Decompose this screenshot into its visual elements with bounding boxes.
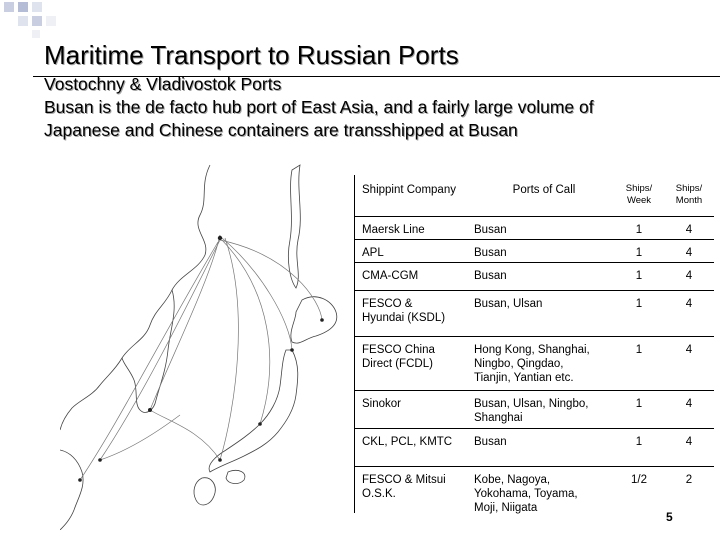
table-row — [354, 467, 714, 517]
cell-company: CMA-CGM — [362, 270, 419, 282]
cell-ships-week: 1 — [635, 270, 643, 282]
slide-title: Maritime Transport to Russian Ports — [44, 40, 459, 70]
page-number: 5 — [666, 510, 673, 524]
cell-ports: Busan, Ulsan, Ningbo, Shanghai — [474, 398, 589, 424]
shipping-schedule-table — [354, 175, 714, 517]
header-ships-week: Ships/ Week — [625, 183, 653, 206]
cell-ports: Busan — [474, 224, 507, 236]
cell-ships-week: 1 — [635, 224, 643, 236]
header-ports: Ports of Call — [512, 184, 576, 196]
cell-company: Sinokor — [362, 398, 401, 410]
cell-ports: Busan, Ulsan — [474, 298, 543, 310]
cell-ships-month: 4 — [685, 247, 693, 259]
cell-ships-week: 1 — [635, 398, 643, 410]
cell-ships-week: 1 — [635, 344, 643, 356]
cell-ships-month: 2 — [685, 474, 693, 486]
cell-company: FESCO & Hyundai (KSDL) — [362, 298, 446, 324]
cell-ships-week: 1 — [635, 298, 643, 310]
cell-company: CKL, PCL, KMTC — [362, 436, 453, 448]
cell-company: APL — [362, 247, 384, 259]
subtitle-line-1: Vostochny & Vladivostok Ports — [44, 74, 282, 94]
cell-ships-month: 4 — [685, 224, 693, 236]
cell-company: Maersk Line — [362, 224, 425, 236]
table-row — [354, 391, 714, 428]
table-row — [354, 217, 714, 239]
cell-ships-week: 1 — [635, 247, 643, 259]
table-header-row — [354, 175, 714, 216]
table-row — [354, 240, 714, 262]
cell-ships-month: 4 — [685, 436, 693, 448]
subtitle-line-2: Busan is the de facto hub port of East Asia, and a fairly large volume of — [44, 97, 594, 117]
cell-ships-month: 4 — [685, 344, 693, 356]
cell-ports: Busan — [474, 270, 507, 282]
table-row — [354, 429, 714, 466]
cell-ships-month: 4 — [685, 398, 693, 410]
header-company: Shippint Company — [362, 184, 456, 196]
cell-ships-month: 4 — [685, 298, 693, 310]
table-row — [354, 291, 714, 336]
table-row — [354, 337, 714, 390]
cell-ships-month: 4 — [685, 270, 693, 282]
table-row — [354, 263, 714, 290]
table-body — [354, 216, 714, 517]
cell-ports: Busan — [474, 436, 507, 448]
corner-squares-decoration — [0, 0, 60, 40]
subtitle-line-3: Japanese and Chinese containers are transshipped at Busan — [44, 120, 518, 140]
cell-company: FESCO & Mitsui O.S.K. — [362, 474, 446, 500]
cell-ships-week: 1/2 — [631, 474, 647, 486]
cell-company: FESCO China Direct (FCDL) — [362, 344, 435, 370]
header-ships-month: Ships/ Month — [675, 183, 703, 206]
cell-ports: Kobe, Nagoya, Yokohama, Toyama, Moji, Niigata — [474, 474, 578, 514]
cell-ships-week: 1 — [635, 436, 643, 448]
cell-ports: Busan — [474, 247, 507, 259]
shipping-route-map — [60, 160, 360, 530]
cell-ports: Hong Kong, Shanghai, Ningbo, Qingdao, Tianjin, Yantian etc. — [474, 344, 590, 384]
